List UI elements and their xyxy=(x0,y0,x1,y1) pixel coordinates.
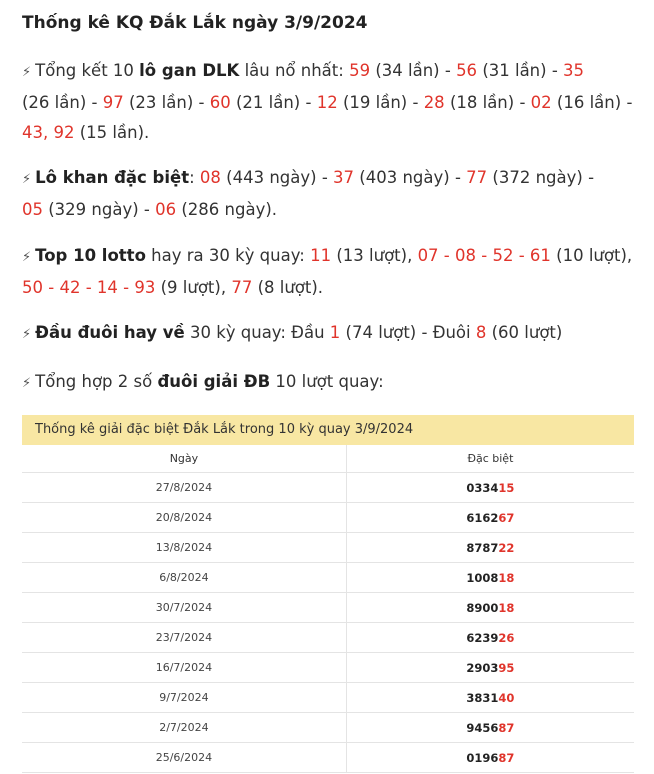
row-special xyxy=(346,623,634,653)
special-head: 3831 xyxy=(466,690,499,705)
top-num: 93 xyxy=(134,278,156,297)
top-num: 11 xyxy=(310,246,332,265)
gan-num: 43, 92 xyxy=(22,123,75,142)
gan-count: (26 lần) xyxy=(22,93,87,112)
dauduoi-post: 30 kỳ quay: Đầu xyxy=(184,323,330,342)
special-tail: 26 xyxy=(498,630,515,645)
khan-count: (403 ngày) xyxy=(359,168,450,187)
top-num: 07 xyxy=(417,246,439,265)
khan-paragraph: ⚡ Lô khan đặc biệt: 08 (443 ngày) - 37 (403 ngày) - 77 (372 ngày) - 05 (329 ngày) - 06 (286 ngày). xyxy=(22,168,595,219)
special-tail: 95 xyxy=(498,660,515,675)
tonghop-post: 10 lượt quay: xyxy=(270,372,384,391)
top-count: (13 lượt), xyxy=(336,246,413,265)
gan-paragraph: ⚡ Tổng kết 10 lô gan DLK lâu nổ nhất: 59 (34 lần) - 56 (31 lần) - 35 (26 lần) - 97 (23 lần) - 60 (21 lần) - 12 (19 lần) - 28 (18 lần) - 02 (16 lần) - 43, 92 (15 lần). xyxy=(22,61,633,142)
row-special xyxy=(346,713,634,743)
top-num: 50 xyxy=(22,278,43,297)
top-count: (9 lượt), xyxy=(160,278,227,297)
special-head: 9456 xyxy=(466,720,499,735)
top-post: hay ra 30 kỳ quay: xyxy=(145,246,311,265)
top-paragraph: ⚡ Top 10 lotto hay ra 30 kỳ quay: 11 (13 lượt), 07 - 08 - 52 - 61 (10 lượt), 50 - 42 - 14 - 93 (9 lượt), 77 (8 lượt). xyxy=(22,246,633,297)
khan-count: (443 ngày) xyxy=(226,168,317,187)
special-tail: 15 xyxy=(498,480,515,495)
row-special xyxy=(346,473,634,503)
top-num: 14 xyxy=(96,278,118,297)
khan-num: 77 xyxy=(466,168,488,187)
khan-num: 08 xyxy=(199,168,221,187)
table-row xyxy=(22,653,634,683)
results-table xyxy=(22,445,634,773)
special-tail: 18 xyxy=(498,600,515,615)
row-date: 13/8/2024 xyxy=(22,533,346,563)
top-num: 42 xyxy=(59,278,81,297)
bolt-icon: ⚡ xyxy=(22,327,32,342)
table-row xyxy=(22,683,634,713)
tonghop-pre: Tổng hợp 2 số xyxy=(35,372,158,391)
row-special xyxy=(346,503,634,533)
table-header-row xyxy=(22,445,634,473)
tonghop-bold: đuôi giải ĐB xyxy=(157,372,271,391)
khan-num: 06 xyxy=(155,200,177,219)
gan-num: 60 xyxy=(209,93,231,112)
gan-count: (15 lần). xyxy=(79,123,150,142)
special-head: 2903 xyxy=(466,660,499,675)
table-row xyxy=(22,593,634,623)
row-special xyxy=(346,653,634,683)
row-date: 9/7/2024 xyxy=(22,683,346,713)
gan-num: 02 xyxy=(530,93,552,112)
gan-num: 56 xyxy=(456,61,478,80)
table-row xyxy=(22,713,634,743)
khan-count: (329 ngày) xyxy=(48,200,139,219)
bolt-icon: ⚡ xyxy=(22,250,32,265)
table-caption: Thống kê giải đặc biệt Đắk Lắk trong 10 kỳ quay 3/9/2024 xyxy=(22,415,634,445)
gan-pre: Tổng kết 10 xyxy=(35,61,140,80)
special-tail: 67 xyxy=(498,510,515,525)
khan-num: 05 xyxy=(22,200,43,219)
special-head: 0334 xyxy=(466,480,499,495)
special-head: 8787 xyxy=(466,540,499,555)
gan-bold: lô gan DLK xyxy=(139,61,240,80)
gan-num: 35 xyxy=(563,61,585,80)
gan-count: (18 lần) xyxy=(449,93,515,112)
row-date: 6/8/2024 xyxy=(22,563,346,593)
row-date: 23/7/2024 xyxy=(22,623,346,653)
gan-count: (16 lần) xyxy=(556,93,622,112)
row-date: 30/7/2024 xyxy=(22,593,346,623)
special-head: 1008 xyxy=(466,570,499,585)
special-tail: 87 xyxy=(498,750,515,765)
table-row xyxy=(22,623,634,653)
special-tail: 18 xyxy=(498,570,515,585)
top-num: 77 xyxy=(231,278,253,297)
khan-count: (286 ngày). xyxy=(181,200,278,219)
table-row xyxy=(22,473,634,503)
row-special xyxy=(346,533,634,563)
row-date: 2/7/2024 xyxy=(22,713,346,743)
dau-num: 1 xyxy=(329,323,341,342)
header-special: Đặc biệt xyxy=(346,445,634,473)
gan-count: (31 lần) xyxy=(482,61,547,80)
gan-num: 97 xyxy=(102,93,124,112)
tonghop-paragraph xyxy=(22,367,634,399)
duoi-num: 8 xyxy=(475,323,487,342)
header-date: Ngày xyxy=(22,445,346,473)
gan-num: 28 xyxy=(423,93,445,112)
row-date: 27/8/2024 xyxy=(22,473,346,503)
special-tail: 22 xyxy=(498,540,515,555)
khan-bold: Lô khan đặc biệt xyxy=(35,168,190,187)
khan-num: 37 xyxy=(333,168,355,187)
row-special xyxy=(346,683,634,713)
special-tail: 87 xyxy=(498,720,515,735)
gan-num: 12 xyxy=(316,93,338,112)
dauduoi-paragraph xyxy=(22,318,634,350)
gan-count: (19 lần) xyxy=(342,93,408,112)
table-row xyxy=(22,503,634,533)
special-head: 8900 xyxy=(466,600,499,615)
special-prize-table xyxy=(22,415,634,773)
row-special xyxy=(346,743,634,773)
special-head: 6162 xyxy=(466,510,499,525)
row-date: 20/8/2024 xyxy=(22,503,346,533)
khan-count: (372 ngày) xyxy=(492,168,583,187)
row-date: 16/7/2024 xyxy=(22,653,346,683)
special-head: 6239 xyxy=(466,630,499,645)
table-row xyxy=(22,743,634,773)
top-count: (8 lượt). xyxy=(257,278,324,297)
top-num: 08 xyxy=(455,246,477,265)
bolt-icon: ⚡ xyxy=(22,172,32,187)
top-num: 61 xyxy=(529,246,551,265)
top-count: (10 lượt), xyxy=(556,246,633,265)
gan-count: (21 lần) xyxy=(235,93,301,112)
gan-count: (23 lần) xyxy=(128,93,194,112)
page-title: Thống kê KQ Đắk Lắk ngày 3/9/2024 xyxy=(22,13,368,33)
duoi-count: (60 lượt) xyxy=(486,323,563,342)
table-row xyxy=(22,533,634,563)
row-special xyxy=(346,563,634,593)
dauduoi-bold: Đầu đuôi hay về xyxy=(35,323,185,342)
gan-num: 59 xyxy=(349,61,371,80)
gan-count: (34 lần) xyxy=(375,61,440,80)
special-head: 0196 xyxy=(466,750,499,765)
top-bold: Top 10 lotto xyxy=(35,246,146,265)
bolt-icon: ⚡ xyxy=(22,376,32,391)
row-date: 25/6/2024 xyxy=(22,743,346,773)
bolt-icon: ⚡ xyxy=(22,65,32,80)
top-num: 52 xyxy=(492,246,514,265)
row-special xyxy=(346,593,634,623)
dau-count: (74 lượt) - Đuôi xyxy=(340,323,476,342)
special-tail: 40 xyxy=(498,690,515,705)
table-row xyxy=(22,563,634,593)
gan-post: lâu nổ nhất: xyxy=(239,61,350,80)
